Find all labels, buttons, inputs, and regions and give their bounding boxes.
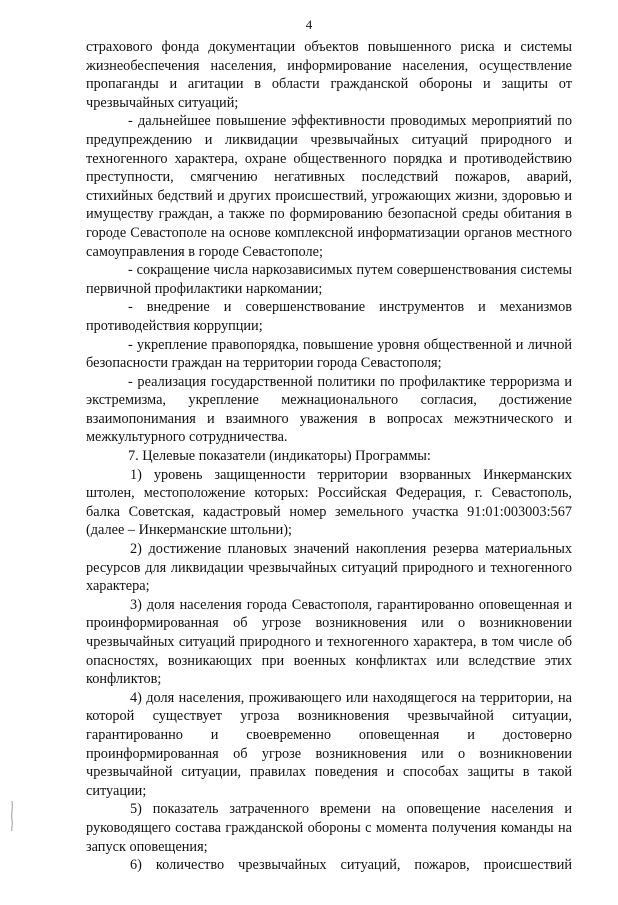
bullet-item-anti-corruption: - внедрение и совершенствование инструментов и механизмов противодействия коррупции; <box>86 299 572 334</box>
section-heading-target-indicators: 7. Целевые показатели (индикаторы) Программы: <box>128 448 431 465</box>
document-body <box>86 38 572 875</box>
indicator-item-4: 4) доля населения, проживающего или находящегося на территории, на которой существует угроза возникновения чрезвычайной ситуации, гарантированно и своевременно оповещенная и достоверно проинформированная об угрозе возникновения или о возникновении чрезвычайной ситуации, правилах поведения и способах защиты в такой ситуации; <box>86 689 572 799</box>
bullet-item-emergency-prevention: - дальнейшее повышение эффективности проводимых мероприятий по предупреждению и ликвидации чрезвычайных ситуаций природного и техногенного характера, охране общественного порядка и противодействию преступности, смягчению негативных последствий пожаров, аварий, стихийных бедствий и других происшествий, угрожающих жизни, здоровью и имуществу граждан, а также по формированию безопасной среды обитания в городе Севастополе на основе комплексной информатизации органов местного самоуправления в городе Севастополе; <box>86 113 572 260</box>
bullet-item-public-order: - укрепление правопорядка, повышение уровня общественной и личной безопасности граждан на территории города Севастополя; <box>86 336 572 372</box>
indicator-item-2: 2) достижение плановых значений накопления резерва материальных ресурсов для ликвидации чрезвычайных ситуаций природного и техногенного характера; <box>86 541 572 595</box>
paragraph-continuation: страхового фонда документации объектов повышенного риска и системы жизнеобеспечения населения, информирование населения, осуществление пропаганды и агитации в области гражданской обороны и защиты от чрезвычайных ситуаций; <box>86 39 572 111</box>
handwritten-margin-mark <box>8 800 16 832</box>
bullet-item-drug-prevention: - сокращение числа наркозависимых путем совершенствования системы первичной профилактики наркомании; <box>86 262 572 297</box>
indicator-item-3: 3) доля населения города Севастополя, гарантированно оповещенная и проинформированная об угрозе возникновения или о возникновении чрезвычайных ситуаций природного и техногенного характера, в том числе об опасностях, возникающих при военных конфликтах или вследствие этих конфликтов; <box>86 596 572 688</box>
indicator-item-6: 6) количество чрезвычайных ситуаций, пожаров, происшествий <box>130 857 572 874</box>
page-number: 4 <box>305 17 313 32</box>
indicator-item-5: 5) показатель затраченного времени на оповещение населения и руководящего состава гражданской обороны с момента получения команды на запуск оповещения; <box>86 801 572 855</box>
bullet-item-anti-terrorism: - реализация государственной политики по профилактике терроризма и экстремизма, укрепление межнационального согласия, достижение взаимопонимания и взаимного уважения в вопросах межэтнического и межкультурного сотрудничества. <box>86 373 572 446</box>
indicator-item-1: 1) уровень защищенности территории взорванных Инкерманских штолен, местоположение которых: Российская Федерация, г. Севастополь, балка Советская, кадастровый номер земельного участка 91:01:003003:567 (далее – Инкерманские штольни); <box>86 466 572 539</box>
